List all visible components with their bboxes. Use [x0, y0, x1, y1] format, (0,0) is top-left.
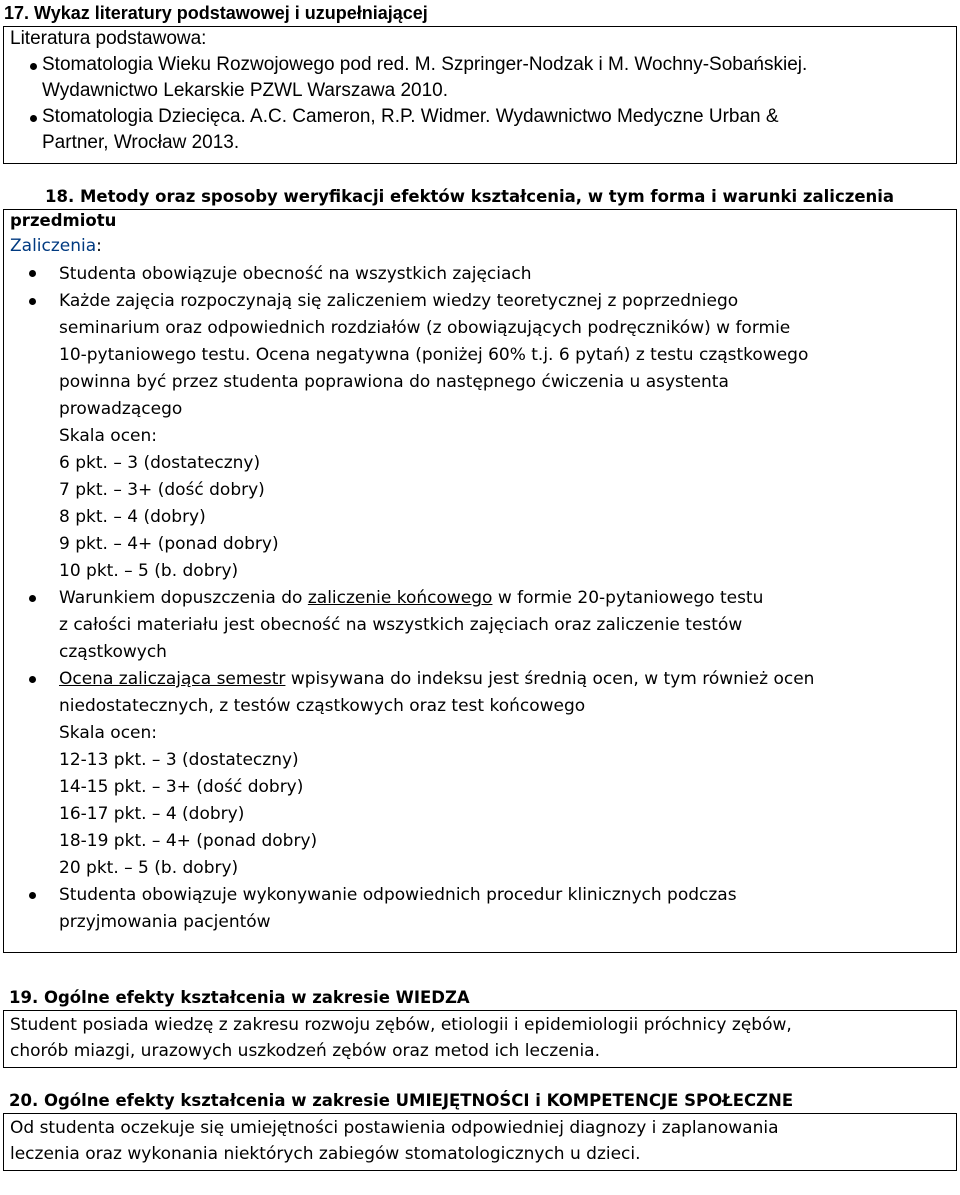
- bullet-4-text: wpisywana do indeksu jest średnią ocen, w tym również ocen: [285, 669, 815, 689]
- bullet-4-line-2: niedostatecznych, z testów cząstkowych oraz test końcowego: [59, 696, 586, 716]
- underlined-semester-grade-term: Ocena zaliczająca semestr: [59, 669, 286, 689]
- bullet-3-text: Warunkiem dopuszczenia do: [59, 588, 308, 608]
- section-17-header: 17. Wykaz literatury podstawowej i uzupełniającej: [4, 3, 428, 23]
- section-17-box: [3, 26, 957, 164]
- section-19-body-line-1: Student posiada wiedzę z zakresu rozwoju zębów, etiologii i epidemiologii próchnicy zębów,: [10, 1015, 792, 1035]
- bullet-1-text: Studenta obowiązuje obecność na wszystkich zajęciach: [59, 264, 532, 284]
- grading-scale-2-row: 18-19 pkt. – 4+ (ponad dobry): [59, 831, 318, 851]
- bullet-2-line-2: seminarium oraz odpowiednich rozdziałów (z obowiązujących podręczników) w formie: [59, 318, 791, 338]
- bullet-icon: [29, 270, 36, 277]
- section-19-box: [3, 1010, 957, 1068]
- bullet-icon: [29, 892, 36, 899]
- grading-scale-1-row: 6 pkt. – 3 (dostateczny): [59, 453, 261, 473]
- literature-subheader: Literatura podstawowa:: [10, 28, 207, 49]
- section-20-header: 20. Ogólne efekty kształcenia w zakresie UMIEJĘTNOŚCI i KOMPETENCJE SPOŁECZNE: [9, 1091, 794, 1110]
- reference-2-line-2: Partner, Wrocław 2013.: [42, 132, 240, 153]
- bullet-icon: [29, 676, 36, 683]
- bullet-5-line-2: przyjmowania pacjentów: [59, 912, 271, 932]
- grading-scale-1-row: 10 pkt. – 5 (b. dobry): [59, 561, 239, 581]
- bullet-icon: [30, 115, 37, 122]
- bullet-icon: [30, 63, 37, 70]
- grading-scale-2-row: 16-17 pkt. – 4 (dobry): [59, 804, 245, 824]
- bullet-icon: [29, 298, 36, 305]
- bullet-icon: [29, 595, 36, 602]
- section-20-box: [3, 1113, 957, 1171]
- section-19-body-line-2: chorób miazgi, urazowych uszkodzeń zębów oraz metod ich leczenia.: [10, 1041, 600, 1061]
- underlined-final-exam-term: zaliczenie końcowego: [307, 588, 493, 608]
- bullet-3-line-2: z całości materiału jest obecność na wszystkich zajęciach oraz zaliczenie testów: [59, 615, 743, 635]
- grading-scale-2-row: 20 pkt. – 5 (b. dobry): [59, 858, 239, 878]
- bullet-3-line-3: cząstkowych: [59, 642, 167, 662]
- reference-1-line-2: Wydawnictwo Lekarskie PZWL Warszawa 2010.: [42, 80, 449, 101]
- bullet-2-line-4: powinna być przez studenta poprawiona do następnego ćwiczenia u asystenta: [59, 372, 729, 392]
- bullet-2-line-1: Każde zajęcia rozpoczynają się zaliczeniem wiedzy teoretycznej z poprzedniego: [59, 291, 739, 311]
- grading-scale-1-label: Skala ocen:: [59, 426, 158, 446]
- grading-scale-2-row: 14-15 pkt. – 3+ (dość dobry): [59, 777, 304, 797]
- section-20-body-line-1: Od studenta oczekuje się umiejętności postawienia odpowiedniej diagnozy i zaplanowania: [10, 1118, 779, 1138]
- zaliczenia-label: [10, 234, 102, 258]
- section-18-box: [3, 209, 957, 953]
- bullet-5-line-1: Studenta obowiązuje wykonywanie odpowiednich procedur klinicznych podczas: [59, 885, 737, 905]
- section-18-header-line-2: przedmiotu: [10, 211, 117, 230]
- zaliczenia-label-word: Zaliczenia: [10, 236, 97, 256]
- section-20-body-line-2: leczenia oraz wykonania niektórych zabiegów stomatologicznych u dzieci.: [10, 1144, 641, 1164]
- zaliczenia-label-colon: :: [96, 236, 102, 256]
- bullet-3-line-1: [59, 586, 763, 610]
- bullet-3-text: w formie 20-pytaniowego testu: [492, 588, 764, 608]
- reference-2-line-1: Stomatologia Dziecięca. A.C. Cameron, R.P. Widmer. Wydawnictwo Medyczne Urban &: [42, 106, 779, 127]
- bullet-2-line-3: 10-pytaniowego testu. Ocena negatywna (poniżej 60% t.j. 6 pytań) z testu cząstkowego: [59, 345, 809, 365]
- grading-scale-2-label: Skala ocen:: [59, 723, 158, 743]
- grading-scale-2-row: 12-13 pkt. – 3 (dostateczny): [59, 750, 299, 770]
- grading-scale-1-row: 8 pkt. – 4 (dobry): [59, 507, 206, 527]
- grading-scale-1-row: 7 pkt. – 3+ (dość dobry): [59, 480, 265, 500]
- section-18-header-line-1: 18. Metody oraz sposoby weryfikacji efektów kształcenia, w tym forma i warunki zaliczenia: [45, 187, 895, 206]
- bullet-2-line-5: prowadzącego: [59, 399, 183, 419]
- bullet-4-line-1: [59, 667, 814, 691]
- section-19-header: 19. Ogólne efekty kształcenia w zakresie WIEDZA: [9, 988, 470, 1007]
- grading-scale-1-row: 9 pkt. – 4+ (ponad dobry): [59, 534, 279, 554]
- reference-1-line-1: Stomatologia Wieku Rozwojowego pod red. M. Szpringer-Nodzak i M. Wochny-Sobańskiej.: [42, 54, 808, 75]
